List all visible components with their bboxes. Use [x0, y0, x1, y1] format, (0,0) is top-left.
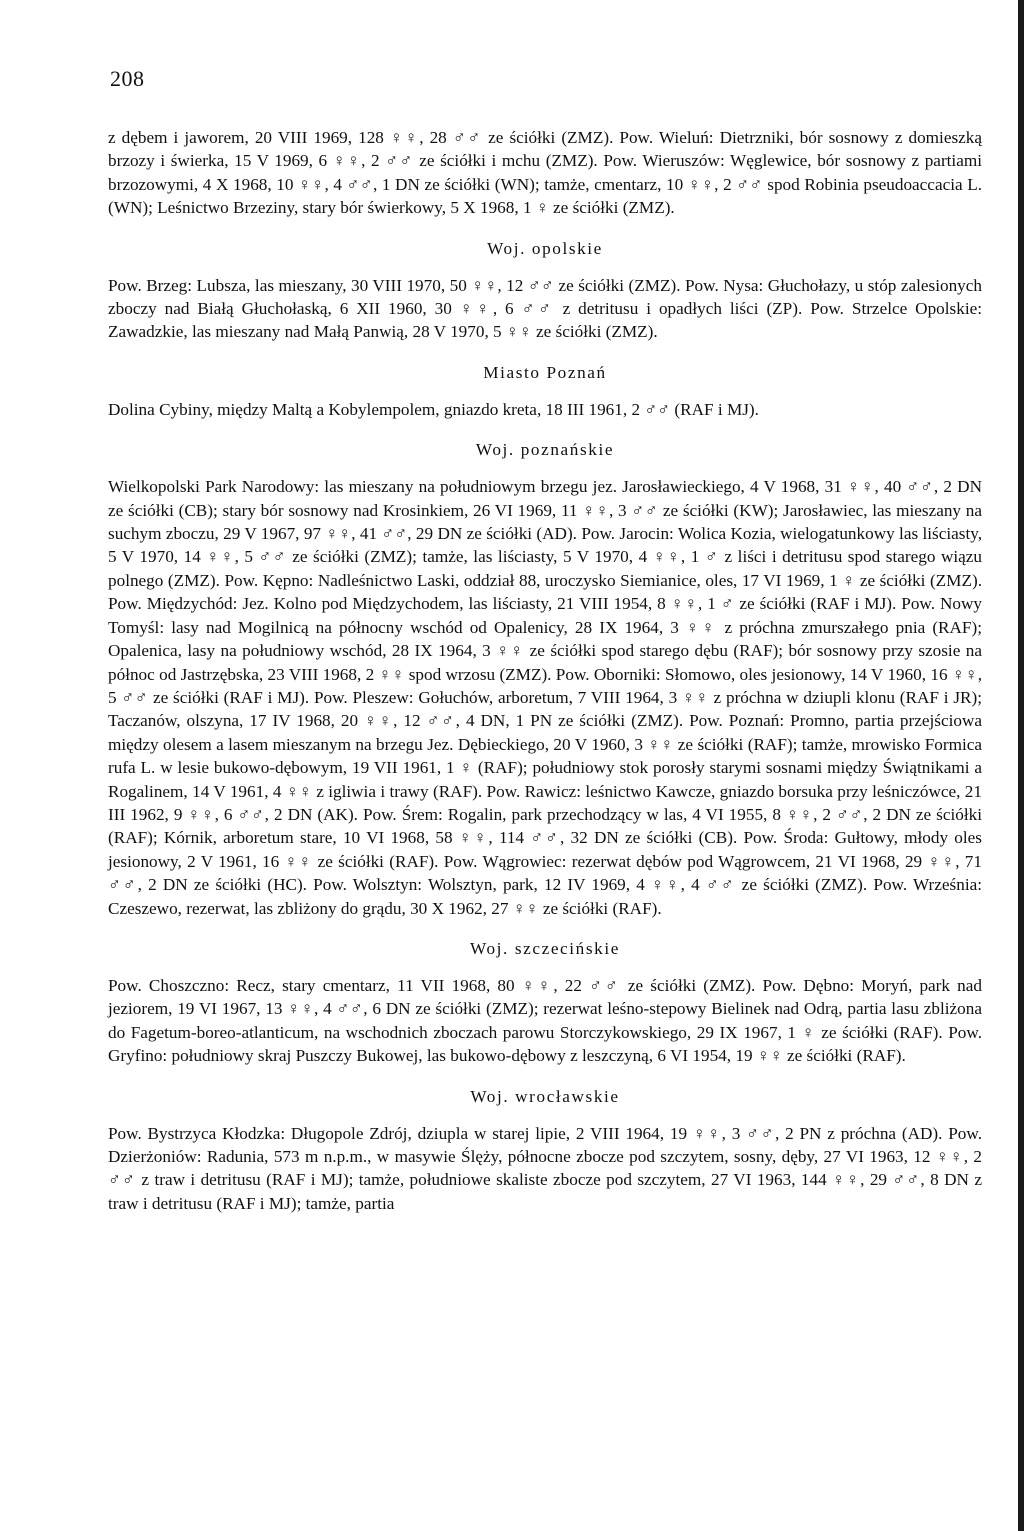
- section-heading-wroclawskie: Woj. wrocławskie: [470, 1086, 620, 1106]
- intro-paragraph: z dębem i jaworem, 20 VIII 1969, 128 ♀♀, 28 ♂♂ ze ściółki (ZMZ). Pow. Wieluń: Dietrzniki, bór sosnowy z domieszką brzozy i świerka, 15 V 1969, 6 ♀♀, 2 ♂♂ ze ściółki i mchu (ZMZ). Pow. Wieruszów: Węglewice, bór sosnowy z partiami brzozowymi, 4 X 1968, 10 ♀♀, 4 ♂♂, 1 DN ze ściółki (WN); tamże, cmentarz, 10 ♀♀, 2 ♂♂ spod Robinia pseudoaccacia L. (WN); Leśnictwo Brzeziny, stary bór świerkowy, 5 X 1968, 1 ♀ ze ściółki (ZMZ).: [108, 128, 982, 218]
- section-heading-poznanskie: Woj. poznańskie: [475, 440, 615, 460]
- section-heading-opolskie: Woj. opolskie: [487, 238, 603, 258]
- page-number: 208: [110, 66, 145, 91]
- section-text-szczecinskie: Pow. Choszczno: Recz, stary cmentarz, 11 VII 1968, 80 ♀♀, 22 ♂♂ ze ściółki (ZMZ). Pow. Dębno: Moryń, park nad jeziorem, 19 VI 1967, 13 ♀♀, 4 ♂♂, 6 DN ze ściółki (ZMZ); rezerwat leśno-stepowy Bielinek nad Odrą, partia lasu zbliżona do Fagetum-boreo-atlanticum, na wschodnich zboczach parowu Storczykowskiego, 29 IX 1967, 1 ♀ ze ściółki (RAF). Pow. Gryfino: południowy skraj Puszczy Bukowej, las bukowo-dębowy z leszczyną, 6 VI 1954, 19 ♀♀ ze ściółki (RAF).: [108, 975, 982, 1066]
- section-heading-szczecinskie: Woj. szczecińskie: [470, 938, 620, 958]
- section-text-poznanskie: Wielkopolski Park Narodowy: las mieszany na południowym brzegu jez. Jarosławieckiego, 4 V 1968, 31 ♀♀, 40 ♂♂, 2 DN ze ściółki (CB); stary bór sosnowy nad Krosinkiem, 26 VI 1969, 11 ♀♀, 3 ♂♂ ze ściółki (KW); Jarosławiec, las mieszany na suchym zboczu, 29 V 1967, 97 ♀♀, 41 ♂♂, 29 DN ze ściółki (AD). Pow. Jarocin: Wolica Kozia, wielogatunkowy las liściasty, 5 V 1970, 14 ♀♀, 5 ♂♂ ze ściółki (ZMZ); tamże, las liściasty, 5 V 1970, 4 ♀♀, 1 ♂ z liści i detritusu spod starego wiązu polnego (ZMZ). Pow. Kępno: Nadleśnictwo Laski, oddział 88, uroczysko Siemianice, oles, 17 VI 1969, 1 ♀ ze ściółki (ZMZ). Pow. Międzychód: Jez. Kolno pod Międzychodem, las liściasty, 21 VIII 1954, 8 ♀♀, 1 ♂ ze ściółki (RAF i MJ). Pow. Nowy Tomyśl: lasy nad Mogilnicą na północny wschód od Opalenicy, 28 IX 1964, 3 ♀♀ z próchna zmurszałego pnia (RAF); Opalenica, lasy na południowy wschód, 28 IX 1964, 3 ♀♀ ze ściółki spod starego dębu (RAF); bór sosnowy przy szosie na północ od Jastrzębska, 23 VIII 1968, 2 ♀♀ spod wrzosu (ZMZ). Pow. Oborniki: Słomowo, oles jesionowy, 14 V 1960, 16 ♀♀, 5 ♂♂ ze ściółki (RAF i MJ). Pow. Pleszew: Gołuchów, arboretum, 7 VIII 1964, 3 ♀♀ z próchna w dziupli klonu (RAF i JR); Taczanów, olszyna, 17 IV 1968, 20 ♀♀, 12 ♂♂, 4 DN, 1 PN ze ściółki (ZMZ). Pow. Poznań: Promno, partia przejściowa między olesem a lasem mieszanym na brzegu Jez. Dębieckiego, 20 V 1960, 3 ♀♀ ze ściółki (RAF); tamże, mrowisko Formica rufa L. w lesie bukowo-dębowym, 19 VII 1961, 1 ♀ (RAF); południowy stok porosły starymi sosnami między Świątnikami a Rogalinem, 14 V 1961, 4 ♀♀ z igliwia i trawy (RAF). Pow. Rawicz: leśnictwo Kawcze, gniazdo borsuka przy leśniczówce, 21 III 1962, 9 ♀♀, 6 ♂♂, 2 DN (AK). Pow. Śrem: Rogalin, park przechodzący w las, 4 VI 1955, 8 ♀♀, 2 ♂♂, 2 DN ze ściółki (RAF); Kórnik, arboretum stare, 10 VI 1968, 58 ♀♀, 114 ♂♂, 32 DN ze ściółki (CB). Pow. Środa: Gułtowy, młody oles jesionowy, 2 V 1961, 16 ♀♀ ze ściółki (RAF). Pow. Wągrowiec: rezerwat dębów pod Wągrowcem, 21 VI 1968, 29 ♀♀, 71 ♂♂, 2 DN ze ściółki (HC). Pow. Wolsztyn: Wolsztyn, park, 12 IV 1969, 4 ♀♀, 4 ♂♂ ze ściółki (ZMZ). Pow. Września: Czeszewo, rezerwat, las zbliżony do grądu, 30 X 1962, 27 ♀♀ ze ściółki (RAF).: [108, 477, 982, 918]
- section-text-miasto-poznan: Dolina Cybiny, między Maltą a Kobylempolem, gniazdo kreta, 18 III 1961, 2 ♂♂ (RAF i MJ).: [108, 399, 759, 419]
- scan-edge-shadow: [1018, 0, 1024, 1531]
- section-heading-miasto-poznan: Miasto Poznań: [483, 362, 607, 382]
- section-text-wroclawskie: Pow. Bystrzyca Kłodzka: Długopole Zdrój, dziupla w starej lipie, 2 VIII 1964, 19 ♀♀, 3 ♂♂, 2 PN z próchna (AD). Pow. Dzierżoniów: Radunia, 573 m n.p.m., w masywie Ślęży, północne zbocze pod szczytem, sosny, dęby, 27 VI 1963, 12 ♀♀, 2 ♂♂ z traw i detritusu (RAF i MJ); tamże, południowe skaliste zbocze pod szczytem, 27 VI 1963, 144 ♀♀, 29 ♂♂, 8 DN z traw i detritusu (RAF i MJ); tamże, partia: [108, 1123, 982, 1213]
- document-page: [108, 66, 982, 1215]
- section-text-opolskie: Pow. Brzeg: Lubsza, las mieszany, 30 VIII 1970, 50 ♀♀, 12 ♂♂ ze ściółki (ZMZ). Pow. Nysa: Głuchołazy, u stóp zalesionych zboczy nad Białą Głuchołaską, 6 XII 1960, 30 ♀♀, 6 ♂♂ z detritusu i opadłych liści (ZP). Pow. Strzelce Opolskie: Zawadzkie, las mieszany nad Małą Panwią, 28 V 1970, 5 ♀♀ ze ściółki (ZMZ).: [108, 275, 982, 342]
